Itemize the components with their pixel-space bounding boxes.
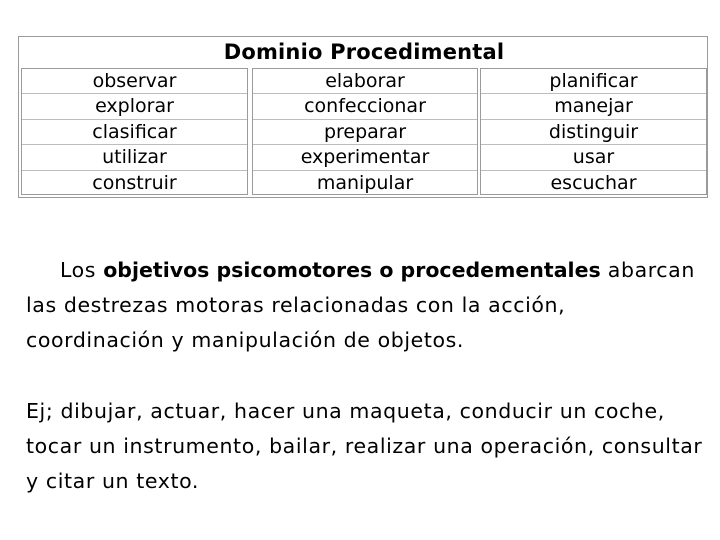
verb-column-1 (21, 68, 248, 195)
table-cell: confeccionar (253, 94, 477, 119)
definition-paragraph (26, 253, 706, 358)
paragraph-emphasis: objetivos psicomotores o procedementales (103, 258, 601, 282)
verb-column-3 (480, 68, 707, 195)
table-cell: preparar (253, 120, 477, 145)
paragraph-rest: abarcan las destrezas motoras relacionadas con la acción, coordinación y manipulación de objetos. (26, 258, 695, 352)
table-cell: utilizar (22, 145, 247, 170)
table-cell: construir (92, 171, 177, 194)
table-cell: elaborar (253, 69, 477, 94)
table-cell: clasificar (22, 120, 247, 145)
table-cell: distinguir (481, 120, 706, 145)
table-cell: planificar (481, 69, 706, 94)
dominio-procedimental-table (18, 36, 708, 198)
verb-column-2 (252, 68, 478, 195)
table-cell: explorar (22, 94, 247, 119)
table-cell: usar (481, 145, 706, 170)
table-cell: experimentar (253, 145, 477, 170)
table-cell: manipular (316, 171, 414, 194)
example-paragraph: Ej; dibujar, actuar, hacer una maqueta, conducir un coche, tocar un instrumento, bailar, realizar una operación, consultar y citar un texto. (26, 399, 703, 493)
table-title: Dominio Procedimental (223, 40, 505, 64)
table-cell: manejar (481, 94, 706, 119)
table-cell: observar (22, 69, 247, 94)
table-cell: escuchar (550, 171, 637, 194)
paragraph-lead: Los (60, 258, 104, 282)
